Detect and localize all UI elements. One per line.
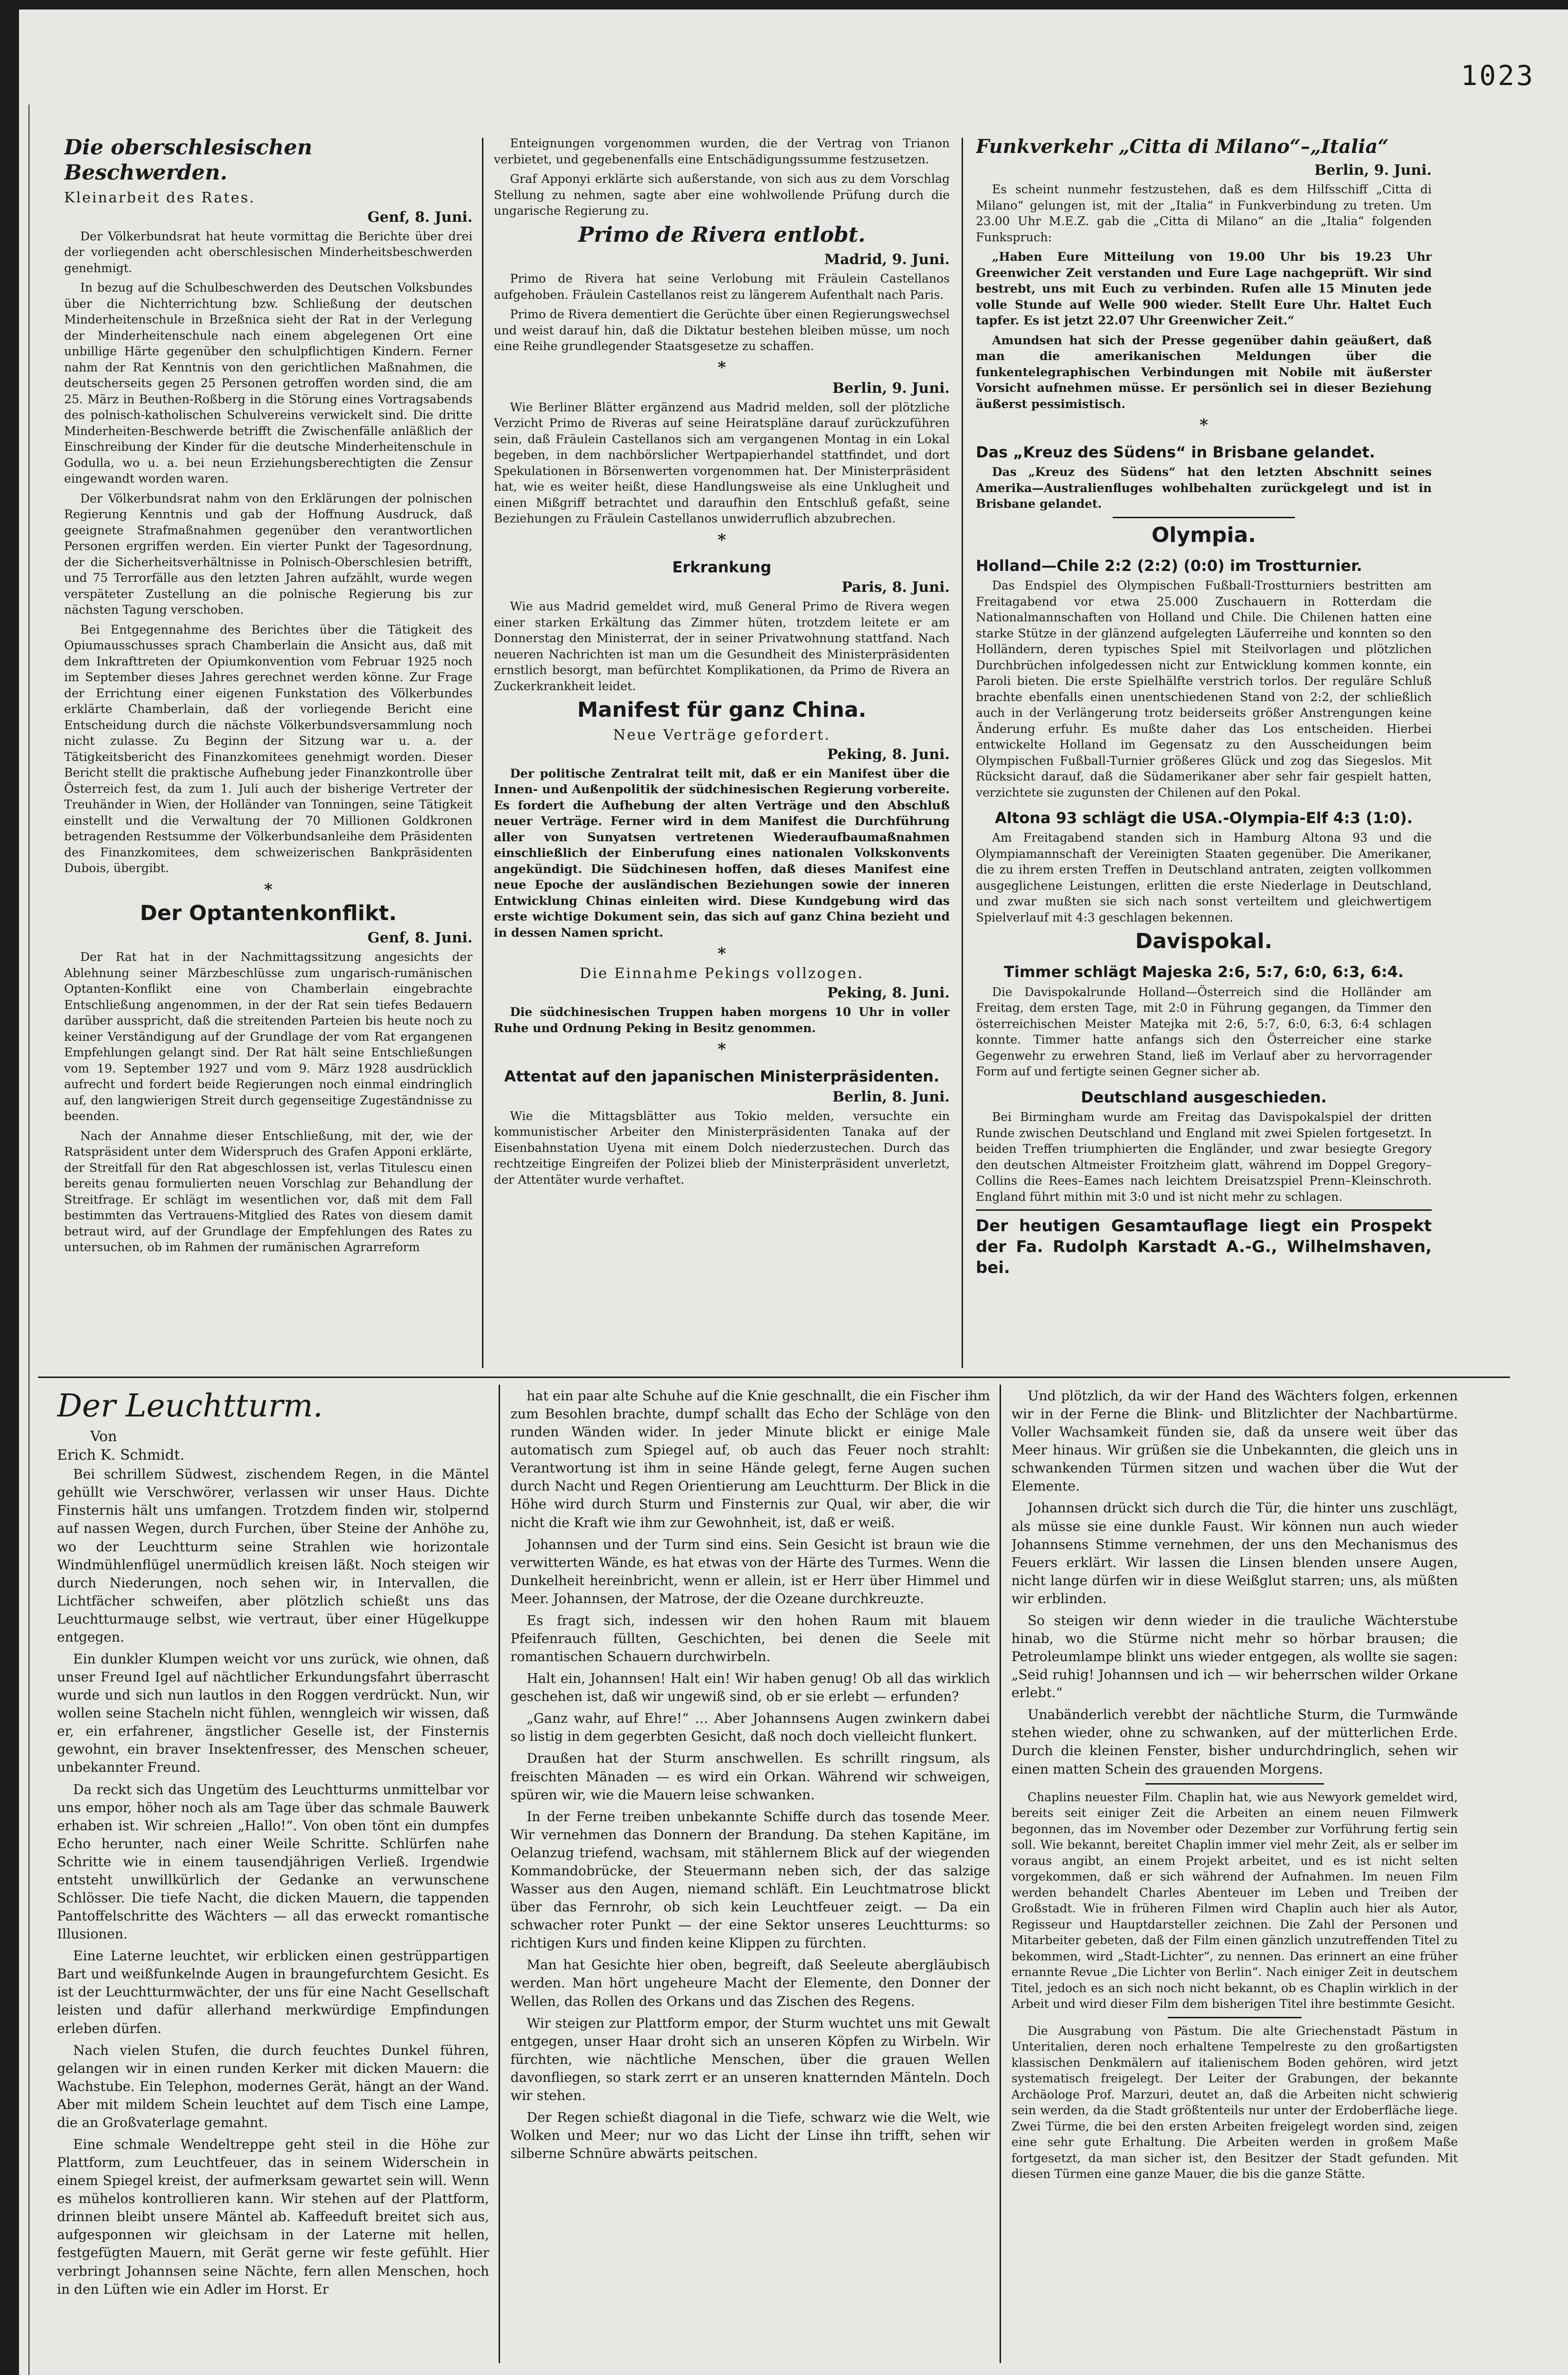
feuilleton-column-2	[510, 1387, 990, 2366]
paragraph: Ein dunkler Klumpen weicht vor uns zurück, wie ohnen, daß unser Freund Igel auf nächtlicher Erkundungsfahrt überrascht wurde und sich nun lautlos in den Roggen verdrückt. Nun, wir wollen seine Stacheln nicht fühlen, wenngleich wir wissen, daß er, ein erfahrener, ängstlicher Geselle ist, der Finsternis gewohnt, ein braver Insektenfresser, des Menschen scheuer, unbekannter Freund.	[57, 1651, 489, 1776]
paragraph: Der politische Zentralrat teilt mit, daß er ein Manifest über die Innen- und Außenpolitik der südchinesischen Regierung vorbereite. Es fordert die Aufhebung der alten Verträge und den Abschluß neuer Verträge. Ferner wird in dem Manifest die Durchführung aller von Sunyatsen vertretenen Wiederaufbaumaßnahmen einschließlich der Einberufung eines nationalen Volkskonvents angekündigt. Die Südchinesen hoffen, daß dieses Manifest eine neue Epoche der ausländischen Beziehungen sowie der inneren Entwicklung Chinas einleiten wird. Diese Kundgebung wird das erste wichtige Dokument sein, das sich auf ganz China bezieht und in dessen Namen spricht.	[494, 766, 950, 940]
article-subhead: Die Einnahme Pekings vollzogen.	[579, 965, 864, 982]
article-headline: Olympia.	[1152, 522, 1256, 547]
dateline: Peking, 8. Juni.	[827, 746, 950, 763]
separator-star: *	[718, 944, 726, 964]
separator-rule	[1145, 1783, 1324, 1785]
paragraph: Wir steigen zur Plattform empor, der Sturm wuchtet uns mit Gewalt entgegen, unser Haar droht sich an unseren Köpfen zu Wirbeln. Wir fürchten, wie nächtliche Menschen, über die grauen Wellen davonfliegen, so stark zerrt er an unseren knatternden Mänteln. Doch wir stehen.	[510, 2015, 990, 2103]
paragraph: Eine schmale Wendeltreppe geht steil in die Höhe zur Plattform, zum Leuchtfeuer, das in seinem Widerschein in einem Spiegel kreist, der aufmerksam gewartet sein will. Wenn es mühelos kontrollieren kann. Wir stehen auf der Plattform, drinnen bleibt unsere Mäntel ab. Kaffeeduft breitet sich aus, aufgesponnen wir gleichsam in der Laterne mit hellen, festgefügten Mauern, mit Gerät gerne wir feste gefühlt. Hier verbringt Johannsen seine Nächte, fern allen Menschen, hoch in den Lüften wie ein Adler im Horst. Er	[57, 2137, 489, 2297]
paragraph: „Haben Eure Mitteilung von 19.00 Uhr bis 19.23 Uhr Greenwicher Zeit verstanden und Eure Lage nachgeprüft. Wir sind bestrebt, uns mit Euch zu verbinden. Rufen alle 15 Minuten jede volle Stunde auf Welle 900 wieder. Stellt Eure Uhr. Haltet Euch tapfer. Es ist jetzt 22.07 Uhr Greenwicher Zeit.“	[976, 250, 1432, 327]
column-rule	[962, 138, 963, 1368]
paragraph: Bei Birmingham wurde am Freitag das Davispokalspiel der dritten Runde zwischen Deutschland und England mit zwei Spielen fortgesetzt. In beiden Treffen triumphierten die Engländer, und zwar besiegte Gregory den deutschen Altmeister Froitzheim glatt, während im Doppel Gregory–Collins die Rees–Eames nach leichtem Dreisatzspiel Prenn–Kleinschroth. England führt mithin mit 3:0 und ist nicht mehr zu schlagen.	[976, 1110, 1432, 1204]
column-1	[64, 135, 472, 1370]
separator-star: *	[264, 880, 273, 899]
feuilleton-title: Der Leuchtturm.	[57, 1387, 323, 1424]
paragraph: Die südchinesischen Truppen haben morgens 10 Uhr in voller Ruhe und Ordnung Peking in Besitz genommen.	[494, 1005, 950, 1035]
section-rule	[38, 1377, 1510, 1378]
paragraph: Es fragt sich, indessen wir den hohen Raum mit blauem Pfeifenrauch füllten, Geschichten, bei denen die Seele mit romantischen Schauern durchwirbeln.	[510, 1612, 990, 1665]
paragraph: Johannsen und der Turm sind eins. Sein Gesicht ist braun wie die verwitterten Wände, es hat etwas von der Härte des Turmes. Wenn die Dunkelheit hereinbricht, wenn er allein, ist er Herr über Himmel und Meer. Johannsen, der Matrose, der die Ozeane durchkreuzte.	[510, 1536, 990, 1606]
article-headline: Die oberschlesischen Beschwerden.	[64, 135, 312, 185]
article-subhead: Neue Verträge gefordert.	[613, 726, 831, 743]
paragraph: Die Davispokalrunde Holland—Österreich sind die Holländer am Freitag, dem ersten Tage, mit 2:0 in Führung gegangen, da Timmer den österreichischen Meister Matejka mit 2:6, 5:7, 6:0, 6:3, 6:4 schlagen konnte. Timmer hatte anfangs sich den Österreicher eine starke Gegenwehr zu erwehren Stand, ließ im Verlauf aber zu hervorragender Form auf und fertigte seinen Gegner sicher ab.	[976, 985, 1432, 1079]
byline-author: Erich K. Schmidt.	[57, 1447, 185, 1464]
paragraph: Am Freitagabend standen sich in Hamburg Altona 93 und die Olympiamannschaft der Vereinigten Staaten gegenüber. Die Amerikaner, die zu ihrem ersten Treffen in Deutschland antraten, zeigten vollkommen ausgeglichene Leistungen, erlitten die erste Niederlage in Deutschland, und zwar mußten sie sich nach sonst verteiltem und gleichwertigem Spielverlauf mit 4:3 geschlagen bekennen.	[976, 831, 1432, 924]
paragraph: Man hat Gesichte hier oben, begreift, daß Seeleute abergläubisch werden. Man hört ungeheure Macht der Elemente, den Donner der Wellen, das Rollen des Orkans und das Zischen des Regens.	[510, 1957, 990, 2009]
dateline: Genf, 8. Juni.	[367, 930, 472, 947]
column-rule	[1000, 1385, 1001, 2363]
article-headline: Funkverkehr „Citta di Milano“–„Italia“	[976, 135, 1389, 158]
paragraph: Bei schrillem Südwest, zischendem Regen, in die Mäntel gehüllt wie Verschwörer, verlassen wir unser Haus. Dichte Finsternis hält uns umfangen. Trotzdem finden wir, stolpernd auf nassen Wegen, durch Furchen, über Steine der Anhöhe zu, wo der Leuchtturm seine Strahlen wie horizontale Windmühlenflügel unermüdlich kreisen läßt. Noch steigen wir durch Niederungen, noch sehen wir, in Intervallen, die Lichtfächer schweifen, aber plötzlich schießt uns das Leuchtturmauge selbst, wie vertraut, über einer Hügelkuppe entgegen.	[57, 1466, 489, 1645]
article-headline: Primo de Rivera entlobt.	[578, 222, 866, 247]
dateline: Berlin, 9. Juni.	[832, 380, 950, 397]
dateline: Peking, 8. Juni.	[827, 985, 950, 1002]
paragraph: Halt ein, Johannsen! Halt ein! Wir haben genug! Ob all das wirklich geschehen ist, daß wir ungewiß sind, ob er sie erlebt — erfunden?	[510, 1671, 990, 1705]
paragraph: Nach der Annahme dieser Entschließung, mit der, wie der Ratspräsident unter dem Widerspruch des Grafen Apponi erklärte, der Streitfall für den Rat abgeschlossen ist, verlas Titulescu einen bereits genau formulierten neuen Vorschlag zur Behandlung der Streitfrage. Er schlägt im wesentlichen vor, daß mit dem Fall bestimmten das Vertrauens-Mitglied des Rates von diesem damit betraut wird, auf der Grundlage der Empfehlungen des Rates zu untersuchen, ob im Rahmen der rumänischen Agrarreform	[64, 1129, 472, 1254]
paragraph: Das Endspiel des Olympischen Fußball-Trostturniers bestritten am Freitagabend vor etwa 25.000 Zuschauern in Rotterdam die Nationalmannschaften von Holland und Chile. Die Chilenen hatten eine starke Stütze in der glänzend aufgelegten Läuferreihe und konnten so den Holländern, deren typisches Spiel mit Steilvorlagen und plötzlichen Durchbrüchen infolgedessen nicht zur Entwicklung kommen konnte, ein Paroli bieten. Die erste Spielhälfte verstrich torlos. Der reguläre Schluß brachte ebenfalls einen unentschiedenen Stand von 2:2, der schließlich auch in der Verlängerung trotz beiderseits größer Anstrengungen keine Änderung erfuhr. Es mußte daher das Los entscheiden. Hierbei entwickelte Holland im Gegensatz zu den Ausscheidungen beim Olympischen Fußball-Turnier größeres Glück und zog das Siegeslos. Mit Rücksicht darauf, daß die Südamerikaner aber sehr fair gespielt hatten, verzichtete sie zugunsten der Chilenen auf den Pokal.	[976, 579, 1432, 799]
separator-star: *	[718, 358, 726, 377]
paragraph: Primo de Rivera hat seine Verlobung mit Fräulein Castellanos aufgehoben. Fräulein Castellanos reist zu längerem Aufenthalt nach Paris.	[494, 272, 950, 302]
page-number: 1023	[1461, 59, 1535, 92]
feuilleton-column-1	[57, 1387, 489, 2366]
dateline: Paris, 8. Juni.	[841, 579, 950, 596]
separator-rule	[976, 1209, 1432, 1211]
paragraph: So steigen wir denn wieder in die trauliche Wächterstube hinab, wo die Stürme nicht mehr so hörbar brausen; die Petroleumlampe blinkt uns wieder entgegen, als wollte sie sagen: „Seid ruhig! Johannsen und ich — wir beherrschen wilder Orkane erlebt.“	[1011, 1612, 1458, 1701]
column-rule	[482, 138, 483, 1368]
paragraph: „Ganz wahr, auf Ehre!“ … Aber Johannsens Augen zwinkern dabei so listig in dem gegerbten Gesicht, daß noch doch vielleicht flunkert.	[510, 1710, 990, 1745]
paragraph: Das „Kreuz des Südens“ hat den letzten Abschnitt seines Amerika—Australienfluges wohlbehalten zurückgelegt und ist in Brisbane gelandet.	[976, 465, 1432, 511]
news-item: Chaplins neuester Film. Chaplin hat, wie aus Newyork gemeldet wird, bereits seit einiger Zeit die Arbeiten an einem neuen Filmwerk begonnen, das im November oder Dezember zur Vorführung fertig sein soll. Wie bekannt, bereitet Chaplin immer viel mehr Zeit, als er selber im voraus angibt, an einem Projekt arbeitet, und es ist nicht selten vorgekommen, daß er sich während der Aufnahmen. Im neuen Film werden behandelt Charles Abenteuer im Leben und Treiben der Großstadt. Wie in früheren Filmen wird Chaplin auch hier als Autor, Regisseur und Hauptdarsteller zeichnen. Die Zahl der Personen und Mitarbeiter gebeten, daß der Film einen gänzlich unzutreffenden Titel zu bekommen, wird „Stadt-Lichter“, zu nennen. Das erinnert an eine früher ernannte Revue „Die Lichter von Berlin“. Nach einiger Zeit in deutschem Titel, jedoch es an sich noch nicht bekannt, ob es Chaplin wirklich in der Arbeit und wird dieser Film dem bisherigen Titel ihre bestimmte Gesicht.	[1011, 1790, 1458, 2011]
paragraph: Nach vielen Stufen, die durch feuchtes Dunkel führen, gelangen wir in einen runden Kerker mit dicken Mauern: die Wachstube. Ein Telephon, modernes Gerät, hängt an der Wand. Aber mit mildem Schein leuchtet auf dem Tisch eine Lampe, die an Großvaterlage gemahnt.	[57, 2042, 489, 2130]
paragraph: Der Völkerbundsrat nahm von den Erklärungen der polnischen Regierung Kenntnis und gab der Hoffnung Ausdruck, daß geeignete Strafmaßnahmen gegenüber den verantwortlichen Personen ergriffen werden. Ein vierter Punkt der Tagesordnung, der die Sicherheitsverhältnisse in Polnisch-Oberschlesien betrifft, und 75 Terrorfälle aus den letzten Jahren aufzählt, wurde wegen verspäteter Zustellung an die polnische Regierung bis zur nächsten Tagung verschoben.	[64, 491, 472, 617]
dateline: Madrid, 9. Juni.	[824, 251, 950, 268]
paragraph: Bei Entgegennahme des Berichtes über die Tätigkeit des Opiumausschusses sprach Chamberlain die Ansicht aus, daß mit dem Inkrafttreten der Opiumkonvention vom Februar 1925 noch im September dieses Jahres gerechnet werden könne. Zur Frage der Errichtung einer eigenen Funkstation des Völkerbundes erklärte Chamberlain, daß der vorliegende Bericht eine Entscheidung durch die nächste Völkerbundsversammlung noch nicht zulasse. Zu Beginn der Sitzung war u. a. der Tätigkeitsbericht des Finanzkomitees genehmigt worden. Dieser Bericht stellt die praktische Aufhebung jeder Finanzkontrolle über Österreich fest, da zum 1. Juli auch der bisherige Vertreter der Treuhänder in Wien, der Holländer van Tonningen, seine Tätigkeit einstellt und die Verwaltung der 70 Millionen Goldkronen betragenden Restsumme der Völkerbundsanleihe dem Präsidenten des Finanzkomitees, dem schweizerischen Bankpräsidenten Dubois, übergibt.	[64, 622, 472, 875]
article-headline: Der Optantenkonflikt.	[140, 901, 397, 925]
news-item: Die Ausgrabung von Pästum. Die alte Griechenstadt Pästum in Unteritalien, deren noch erhaltene Tempelreste zu den großartigsten klassischen Denkmälern auf italienischem Boden gehören, wird jetzt systematisch freigelegt. Der Leiter der Grabungen, der bekannte Archäologe Prof. Marzuri, deutet an, daß die Arbeiten nicht schwierig sein werden, da die Stadt größtenteils nur unter der Erdoberfläche liege. Zwei Türme, die bei den ersten Arbeiten freigelegt worden sind, zeigen eine sehr gute Erhaltung. Die Arbeiten werden in großem Maße fortgesetzt, da man sicher ist, den Besitzer der Stadt gefunden. Mit diesen Türmen eine ganze Mauer, die bis die ganze Stätte.	[1011, 2024, 1458, 2181]
paragraph: Graf Apponyi erklärte sich außerstande, von sich aus zu dem Vorschlag Stellung zu nehmen, sagte aber eine wohlwollende Prüfung durch die ungarische Regierung zu.	[494, 172, 950, 218]
article-subhead: Kleinarbeit des Rates.	[64, 189, 255, 206]
paragraph: Wie aus Madrid gemeldet wird, muß General Primo de Rivera wegen einer starken Erkältung das Zimmer hüten, trotzdem leitete er am Donnerstag den Ministerrat, der in seiner Privatwohnung stattfand. Nach neueren Nachrichten ist man um die Gesundheit des Ministerpräsidenten ernstlich besorgt, man befürchtet Komplikationen, da Primo de Rivera an Zuckerkrankheit leidet.	[494, 599, 950, 693]
paragraph: Der Rat hat in der Nachmittagssitzung angesichts der Ablehnung seiner Märzbeschlüsse zum ungarisch-rumänischen Optanten-Konflikt eine von Chamberlain eingebrachte Entschließung angenommen, in der der Rat sein tiefes Bedauern darüber ausspricht, daß die streitenden Parteien bis heute noch zu keiner Verständigung auf der Grundlage der vom Rat ergangenen Empfehlungen gelangt sind. Der Rat hält seine Entschließungen vom 19. September 1927 und vom 9. März 1928 ausdrücklich aufrecht und fordert beide Regierungen noch einmal eindringlich auf, den langwierigen Streit durch gegenseitige Zugeständnisse zu beenden.	[64, 950, 472, 1123]
feuilleton-column-3	[1011, 1387, 1458, 2366]
paragraph: Der Völkerbundsrat hat heute vormittag die Berichte über drei der vorliegenden acht oberschlesischen Minderheitsbeschwerden genehmigt.	[64, 229, 472, 275]
separator-star: *	[1200, 416, 1208, 435]
paragraph: Draußen hat der Sturm anschwellen. Es schrillt ringsum, als freischten Mänaden — es wird ein Orkan. Während wir schweigen, spüren wir, wie die Mauern leise schwanken.	[510, 1750, 990, 1803]
page-edge-shadow	[28, 104, 29, 2375]
column-rule	[499, 1385, 500, 2363]
paragraph: In bezug auf die Schulbeschwerden des Deutschen Volksbundes über die Nichterrichtung bzw. Schließung der deutschen Minderheitenschule in Brzeßnica sieht der Rat in der Verlegung der Minderheitenschule nach einem abgelegenen Ort eine unbillige Härte gegenüber den schulpflichtigen Kindern. Ferner nahm der Rat Kenntnis von den gerichtlichen Maßnahmen, die deutscherseits gegen 25 Personen getroffen worden sind, die am 25. März in Beuthen-Roßberg in die Störung eines Vortragsabends des polnisch-katholischen Schulvereins verwickelt sind. Die dritte Minderheiten-Beschwerde betrifft die Zwischenfälle anläßlich der Einschreibung der Kinder für die deutsche Minderheitenschule in Godulla, wo u. a. bei neun Erziehungsberechtigten die Zensur eingewandt worden waren.	[64, 281, 472, 486]
paragraph: Es scheint nunmehr festzustehen, daß es dem Hilfsschiff „Citta di Milano“ gelungen ist, mit der „Italia“ in Funkverbindung zu treten. Um 23.00 Uhr M.E.Z. gab die „Citta di Milano“ an die „Italia“ folgenden Funkspruch:	[976, 182, 1432, 244]
article-subhead: Attentat auf den japanischen Ministerpräsidenten.	[504, 1067, 940, 1086]
separator-rule	[1113, 517, 1295, 518]
paragraph: Johannsen drückt sich durch die Tür, die hinter uns zuschlägt, als müsse sie eine dunkle Faust. Wir können nun auch wieder Johannsens Stimme vernehmen, der uns den Mechanismus des Feuers erklärt. Wir lassen die Linsen blenden unsere Augen, nicht lange dürfen wir in diese Weißglut starren; uns, als müßten wir erblinden.	[1011, 1500, 1458, 1606]
separator-rule	[1168, 2017, 1302, 2018]
byline-label: Von	[90, 1428, 117, 1445]
dateline: Berlin, 9. Juni.	[1314, 162, 1432, 179]
newspaper-page	[19, 10, 1568, 2375]
paragraph: Amundsen hat sich der Presse gegenüber dahin geäußert, daß man die amerikanischen Meldungen über die funkentelegraphischen Verbindungen mit Nobile mit äußerster Vorsicht aufnehmen müsse. Er persönlich sei in dieser Beziehung äußerst pessimistisch.	[976, 333, 1432, 411]
article-subhead: Das „Kreuz des Südens“ in Brisbane gelandet.	[976, 443, 1375, 461]
separator-star: *	[718, 530, 726, 550]
paragraph: In der Ferne treiben unbekannte Schiffe durch das tosende Meer. Wir vernehmen das Donnern der Brandung. Da stehen Kapitäne, im Oelanzug triefend, wachsam, mit stählernem Blick auf der wiegenden Kommandobrücke, der Steuermann neben sich, der das salzige Wasser aus den Augen, niemand schläft. Ein Leuchtmatrose blickt über das Fernrohr, ob sich kein Leuchtfeuer zeigt. — Da ein schwacher roter Punkt — der eine Sektor unseres Leuchtturms: so richtigen Kurs und finden keine Klippen zu fürchten.	[510, 1808, 990, 1951]
paragraph: Wie Berliner Blätter ergänzend aus Madrid melden, soll der plötzliche Verzicht Primo de Riveras auf seine Heiratspläne darauf zurückzuführen sein, daß Fräulein Castellanos sich am vergangenen Montag in ein Lokal begeben, in dem nachbörslicher Wertpapierhandel stattfindet, und dort Spekulationen in Börsenwerten vorgenommen hat. Der Ministerpräsident hat, wie es weiter heißt, diese Handlungsweise als eine Unklugheit und einen Mißgriff betrachtet und daraufhin den Entschluß gefaßt, seine Beziehungen zu Fräulein Castellanos unwiderruflich abzubrechen.	[494, 400, 950, 526]
separator-star: *	[718, 1040, 726, 1059]
paragraph: Eine Laterne leuchtet, wir erblicken einen gestrüppartigen Bart und weißfunkelnde Augen in braungefurchtem Gesicht. Es ist der Leuchtturmwächter, der uns für eine Nacht Gesellschaft leisten und dafür allerhand merkwürdige Empfindungen erleben dürfen.	[57, 1948, 489, 2036]
article-subhead: Altona 93 schlägt die USA.-Olympia-Elf 4:3 (1:0).	[995, 809, 1413, 827]
paragraph: Wie die Mittagsblätter aus Tokio melden, versuchte ein kommunistischer Arbeiter den Ministerpräsidenten Tanaka auf der Eisenbahnstation Uyena mit einem Dolch niederzustechen. Durch das rechtzeitige Eingreifen der Polizei blieb der Ministerpräsident unverletzt, der Attentäter wurde verhaftet.	[494, 1109, 950, 1187]
column-2	[494, 135, 950, 1370]
dateline: Genf, 8. Juni.	[367, 209, 472, 226]
paragraph: Unabänderlich verebbt der nächtliche Sturm, die Turmwände stehen wieder, ohne zu schwanken, auf der mütterlichen Erde. Durch die kleinen Fenster, bisher undurchdringlich, sehen wir einen matten Schein des grauenden Morgens.	[1011, 1707, 1458, 1777]
paragraph: Der Regen schießt diagonal in die Tiefe, schwarz wie die Welt, wie Wolken und Meer; nur wo das Licht der Linse ihn trifft, sehen wir silberne Schnüre abwärts peitschen.	[510, 2109, 990, 2162]
article-subhead: Erkrankung	[672, 558, 772, 576]
dateline: Berlin, 8. Juni.	[832, 1088, 950, 1105]
article-subhead: Deutschland ausgeschieden.	[1081, 1088, 1327, 1106]
paragraph: Und plötzlich, da wir der Hand des Wächters folgen, erkennen wir in der Ferne die Blink- und Blitzlichter der Nachbartürme. Voller Wachsamkeit fünden sie, daß da unsere weit über das Meer hinaus. Wir grüßen sie die Unbekannten, die gleich uns in schwankenden Türmen sitzen und wachen über die Wut der Elemente.	[1011, 1388, 1458, 1494]
paragraph: Primo de Rivera dementiert die Gerüchte über einen Regierungswechsel und weist darauf hin, daß die Diktatur bestehen bleiben müsse, um noch eine Reihe grundlegender Staatsgesetze zu schaffen.	[494, 307, 950, 353]
paragraph: Enteignungen vorgenommen wurden, die der Vertrag von Trianon verbietet, und gegebenenfalls eine Entschädigungssumme festzusetzen.	[494, 136, 950, 166]
advertisement-notice: Der heutigen Gesamtauflage liegt ein Prospekt der Fa. Rudolph Karstadt A.-G., Wilhelmshaven, bei.	[976, 1216, 1432, 1278]
article-headline: Davispokal.	[1135, 929, 1273, 954]
article-subhead: Holland—Chile 2:2 (2:2) (0:0) im Trostturnier.	[976, 556, 1362, 575]
paragraph: hat ein paar alte Schuhe auf die Knie geschnallt, die ein Fischer ihm zum Besohlen brachte, dumpf schallt das Echo der Schläge von den runden Wänden wider. In jeder Minute blickt er einige Male automatisch zum Spiegel auf, ob auch das Feuer noch strahlt: Verantwortung ist ihm in seine Hände gelegt, ferne Augen suchen durch Nacht und Regen Orientierung am Leuchtturm. Der Blick in die Höhe wird durch Sturm und Finsternis zur Qual, wir aber, die wir nicht die Kraft wie ihm zur Gewohnheit, ist, daß er weiß.	[510, 1388, 990, 1530]
article-headline: Manifest für ganz China.	[577, 698, 867, 722]
article-subhead: Timmer schlägt Majeska 2:6, 5:7, 6:0, 6:3, 6:4.	[1004, 963, 1404, 981]
column-3	[976, 135, 1432, 1370]
paragraph: Da reckt sich das Ungetüm des Leuchtturms unmittelbar vor uns empor, höher noch als am Tage über das schmale Bauwerk erhaben ist. Wir schreien „Hallo!“. Von oben tönt ein dumpfes Echo herunter, nach einer Weile Schritte. Schlürfen nahe Schritte wie in einem tausendjährigen Verließ. Irgendwie entsteht unwillkürlich der Gedanke an verwunschene Schlösser. Die tiefe Nacht, die dicken Mauern, die tappenden Pantoffelschritte des Wächters — all das erweckt romantische Illusionen.	[57, 1781, 489, 1942]
